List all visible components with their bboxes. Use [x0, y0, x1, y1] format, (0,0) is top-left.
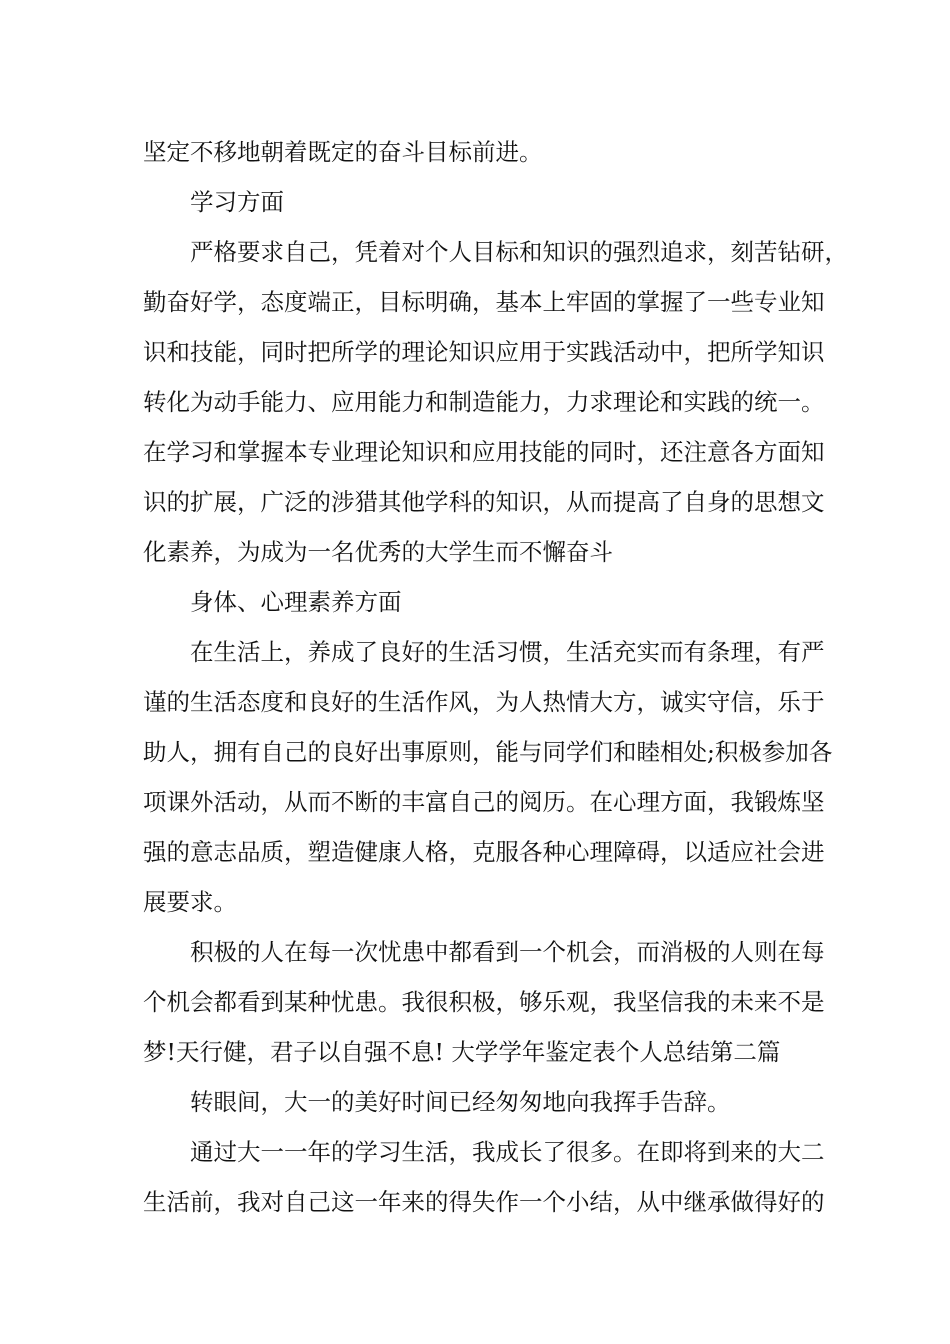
text-line: 转化为动手能力、应用能力和制造能力，力求理论和实践的统一。 [143, 388, 825, 416]
text-line: 坚定不移地朝着既定的奋斗目标前进。 [143, 138, 543, 166]
text-line: 强的意志品质，塑造健康人格，克服各种心理障碍，以适应社会进 [143, 838, 825, 866]
text-line: 勤奋好学，态度端正，目标明确，基本上牢固的掌握了一些专业知 [143, 288, 825, 316]
text-line: 化素养，为成为一名优秀的大学生而不懈奋斗 [143, 538, 613, 566]
text-line: 通过大一一年的学习生活，我成长了很多。在即将到来的大二 [190, 1138, 825, 1166]
text-line: 识和技能，同时把所学的理论知识应用于实践活动中，把所学知识 [143, 338, 825, 366]
section-heading-study: 学习方面 [190, 188, 284, 216]
text-line: 助人，拥有自己的良好出事原则，能与同学们和睦相处;积极参加各 [143, 738, 833, 766]
text-line: 在学习和掌握本专业理论知识和应用技能的同时，还注意各方面知 [143, 438, 825, 466]
text-line: 谨的生活态度和良好的生活作风，为人热情大方，诚实守信，乐于 [143, 688, 825, 716]
text-line: 严格要求自己，凭着对个人目标和知识的强烈追求，刻苦钻研， [190, 238, 848, 266]
text-line: 展要求。 [143, 888, 237, 916]
text-line: 识的扩展，广泛的涉猎其他学科的知识，从而提高了自身的思想文 [143, 488, 825, 516]
text-line: 在生活上，养成了良好的生活习惯，生活充实而有条理，有严 [190, 638, 825, 666]
text-line: 项课外活动，从而不断的丰富自己的阅历。在心理方面，我锻炼坚 [143, 788, 825, 816]
text-line: 个机会都看到某种忧患。我很积极，够乐观，我坚信我的未来不是 [143, 988, 825, 1016]
text-line: 梦!天行健，君子以自强不息! 大学学年鉴定表个人总结第二篇 [143, 1038, 781, 1066]
text-line: 转眼间，大一的美好时间已经匆匆地向我挥手告辞。 [190, 1088, 731, 1116]
text-line: 生活前，我对自己这一年来的得失作一个小结，从中继承做得好的 [143, 1188, 825, 1216]
text-line: 积极的人在每一次忧患中都看到一个机会，而消极的人则在每 [190, 938, 825, 966]
section-heading-body-mind: 身体、心理素养方面 [190, 588, 402, 616]
